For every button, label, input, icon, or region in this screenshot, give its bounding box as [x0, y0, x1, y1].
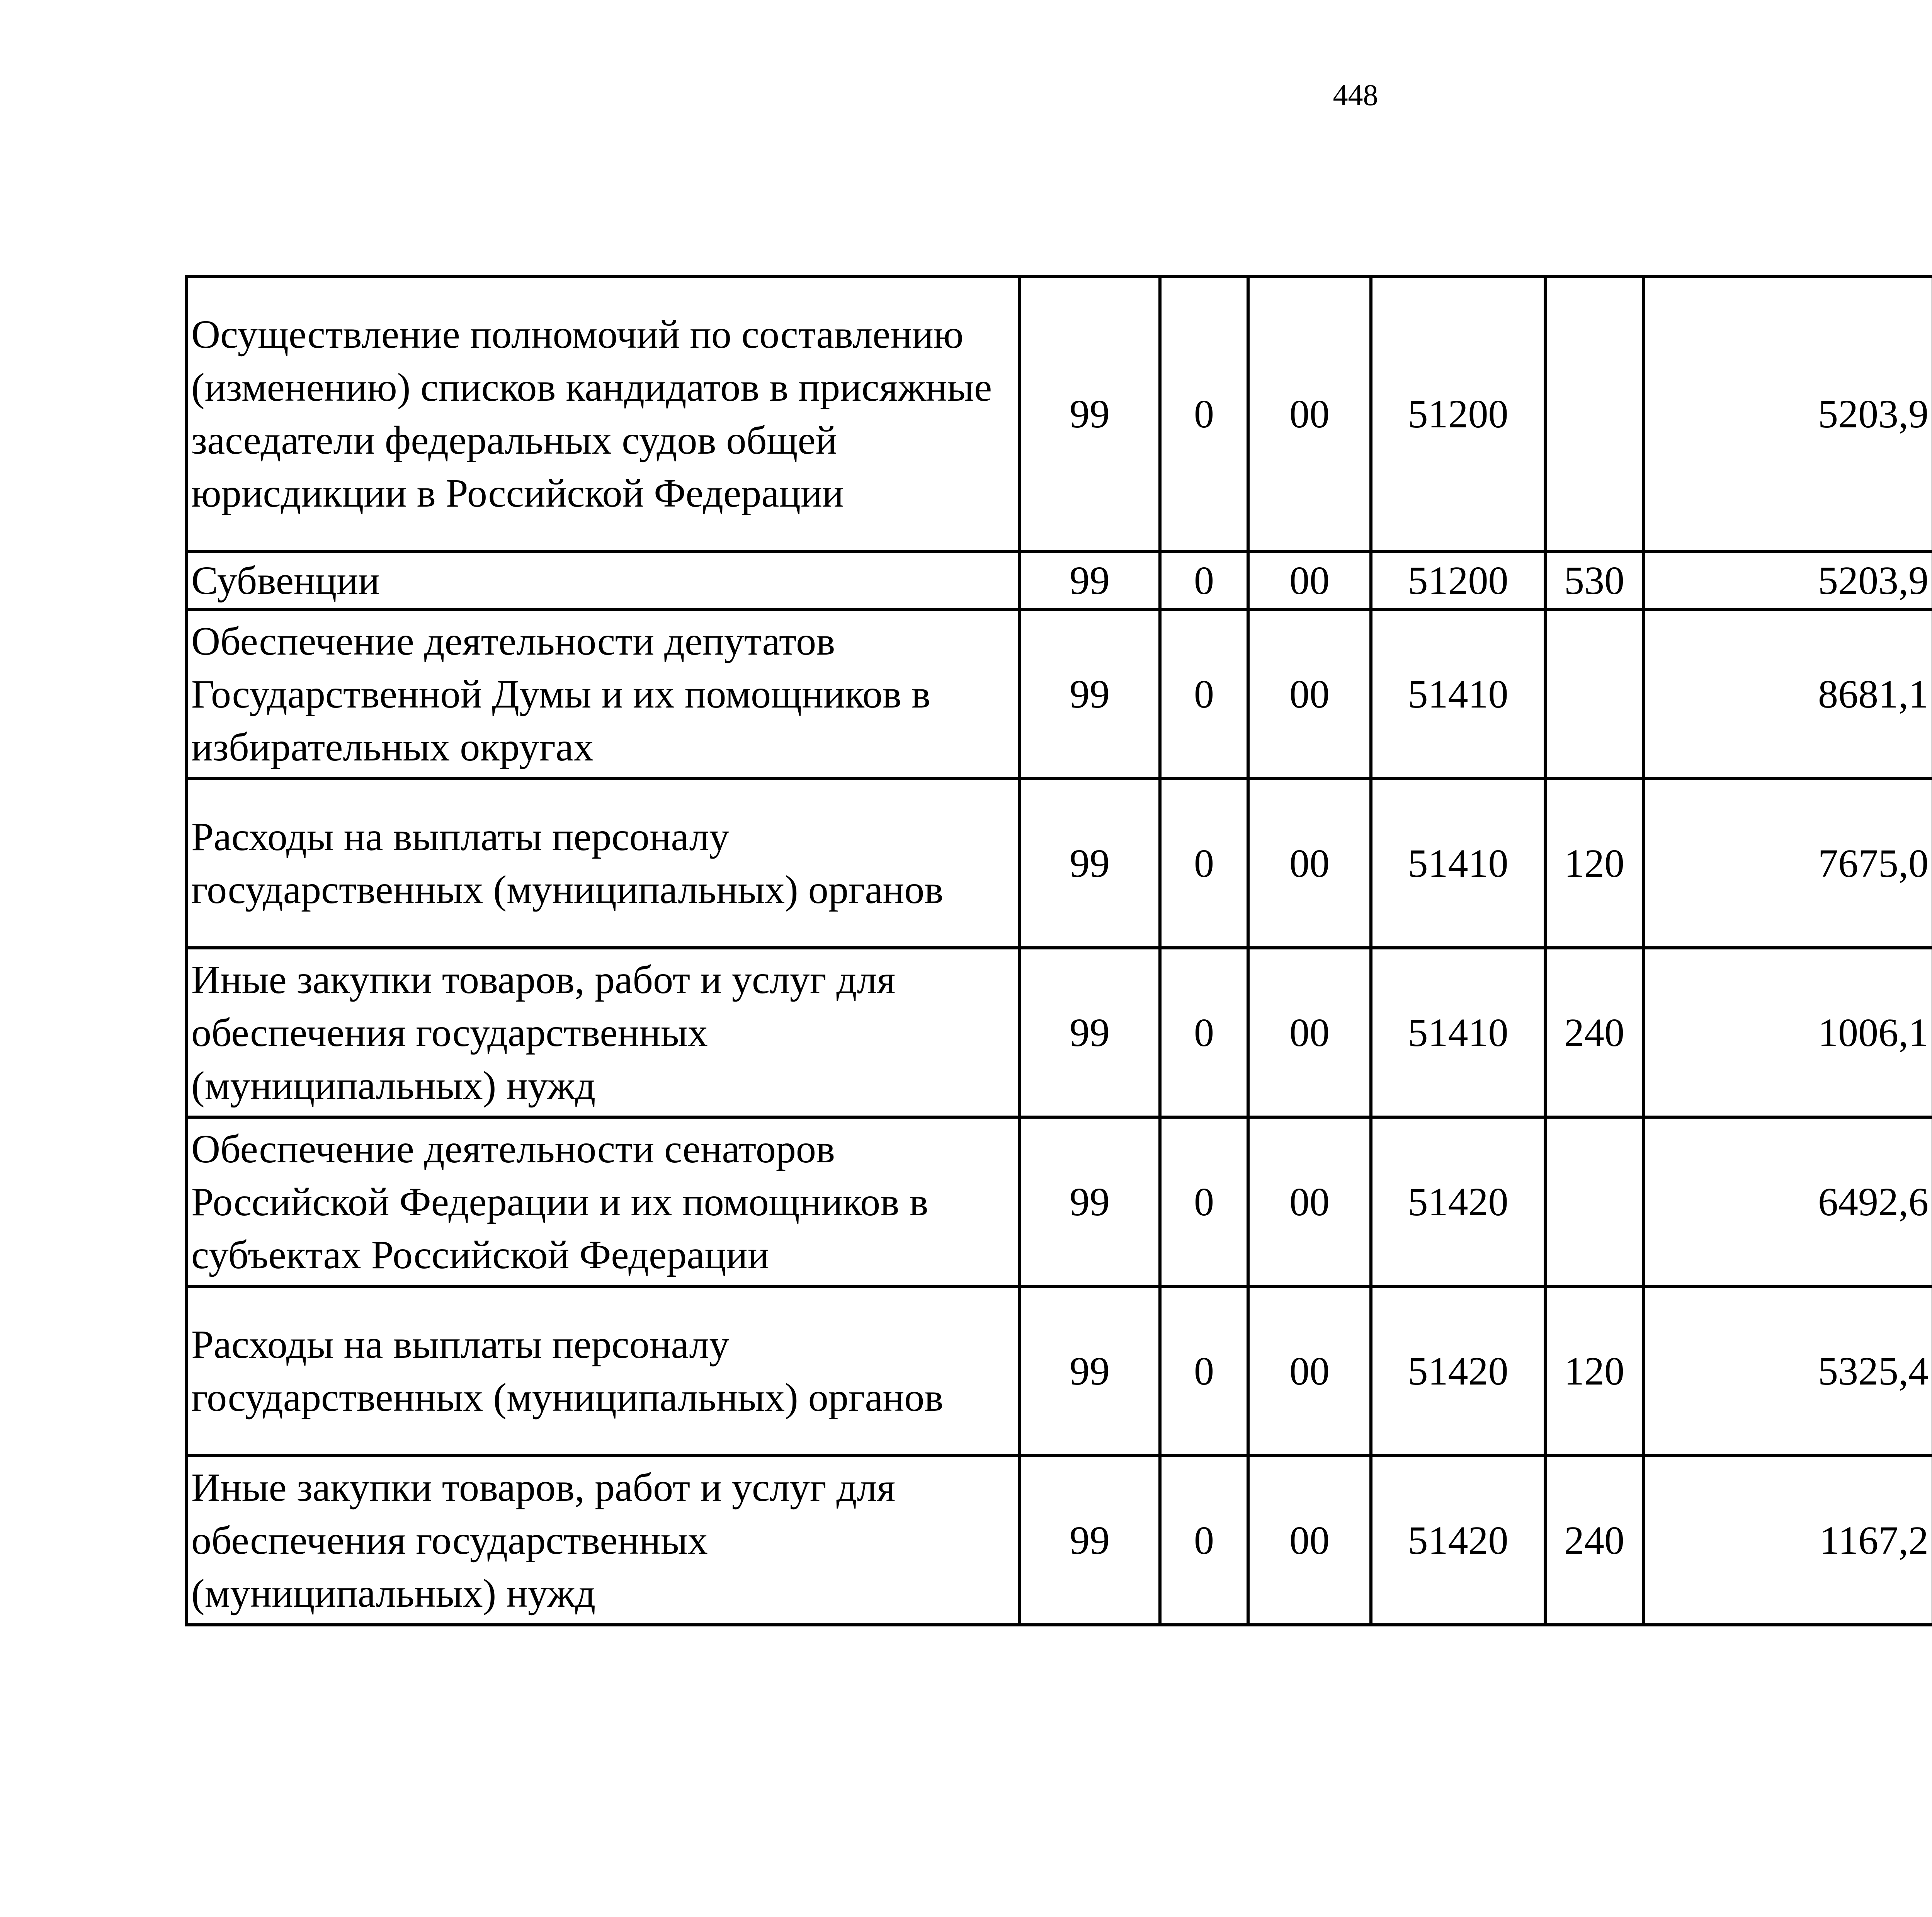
expense-type-code: 240 — [1545, 1456, 1643, 1625]
amount-1: 1167,2 — [1643, 1456, 1932, 1625]
row-name: Субвенции — [187, 551, 1019, 609]
table-row — [187, 779, 1932, 948]
event-code: 00 — [1248, 1117, 1371, 1286]
direction-code: 51200 — [1371, 276, 1545, 551]
direction-code: 51410 — [1371, 948, 1545, 1117]
program-code: 99 — [1019, 1286, 1160, 1456]
row-name: Расходы на выплаты персоналу государственных (муниципальных) органов — [187, 779, 1019, 948]
table-row — [187, 551, 1932, 609]
subprogram-code: 0 — [1160, 609, 1248, 779]
subprogram-code: 0 — [1160, 948, 1248, 1117]
direction-code: 51420 — [1371, 1286, 1545, 1456]
amount-1: 7675,0 — [1643, 779, 1932, 948]
table-row — [187, 276, 1932, 551]
expense-type-code — [1545, 609, 1643, 779]
amount-1: 1006,1 — [1643, 948, 1932, 1117]
expense-type-code: 120 — [1545, 1286, 1643, 1456]
table-row — [187, 609, 1932, 779]
subprogram-code: 0 — [1160, 1456, 1248, 1625]
program-code: 99 — [1019, 1117, 1160, 1286]
row-name: Иные закупки товаров, работ и услуг для обеспечения государственных (муниципальных) нужд — [187, 948, 1019, 1117]
subprogram-code: 0 — [1160, 779, 1248, 948]
program-code: 99 — [1019, 609, 1160, 779]
table-row — [187, 948, 1932, 1117]
amount-1: 5325,4 — [1643, 1286, 1932, 1456]
event-code: 00 — [1248, 609, 1371, 779]
event-code: 00 — [1248, 551, 1371, 609]
direction-code: 51200 — [1371, 551, 1545, 609]
direction-code: 51420 — [1371, 1117, 1545, 1286]
direction-code: 51410 — [1371, 779, 1545, 948]
row-name: Осуществление полномочий по составлению (изменению) списков кандидатов в присяжные заседатели федеральных судов общей юрисдикции в Российской Федерации — [187, 276, 1019, 551]
page-number: 448 — [1333, 78, 1378, 112]
program-code: 99 — [1019, 276, 1160, 551]
event-code: 00 — [1248, 276, 1371, 551]
row-name: Иные закупки товаров, работ и услуг для обеспечения государственных (муниципальных) нужд — [187, 1456, 1019, 1625]
expense-type-code: 240 — [1545, 948, 1643, 1117]
amount-1: 8681,1 — [1643, 609, 1932, 779]
expense-type-code — [1545, 1117, 1643, 1286]
table-row — [187, 1286, 1932, 1456]
subprogram-code: 0 — [1160, 551, 1248, 609]
subprogram-code: 0 — [1160, 1117, 1248, 1286]
program-code: 99 — [1019, 1456, 1160, 1625]
event-code: 00 — [1248, 779, 1371, 948]
subprogram-code: 0 — [1160, 1286, 1248, 1456]
event-code: 00 — [1248, 1286, 1371, 1456]
direction-code: 51420 — [1371, 1456, 1545, 1625]
budget-table — [185, 275, 1932, 1626]
amount-1: 5203,9 — [1643, 551, 1932, 609]
event-code: 00 — [1248, 948, 1371, 1117]
expense-type-code — [1545, 276, 1643, 551]
program-code: 99 — [1019, 948, 1160, 1117]
table-row — [187, 1117, 1932, 1286]
expense-type-code: 530 — [1545, 551, 1643, 609]
event-code: 00 — [1248, 1456, 1371, 1625]
row-name: Обеспечение деятельности депутатов Государственной Думы и их помощников в избирательных округах — [187, 609, 1019, 779]
subprogram-code: 0 — [1160, 276, 1248, 551]
program-code: 99 — [1019, 551, 1160, 609]
table-row — [187, 1456, 1932, 1625]
expense-type-code: 120 — [1545, 779, 1643, 948]
amount-1: 6492,6 — [1643, 1117, 1932, 1286]
program-code: 99 — [1019, 779, 1160, 948]
row-name: Обеспечение деятельности сенаторов Российской Федерации и их помощников в субъектах Российской Федерации — [187, 1117, 1019, 1286]
row-name: Расходы на выплаты персоналу государственных (муниципальных) органов — [187, 1286, 1019, 1456]
amount-1: 5203,9 — [1643, 276, 1932, 551]
direction-code: 51410 — [1371, 609, 1545, 779]
